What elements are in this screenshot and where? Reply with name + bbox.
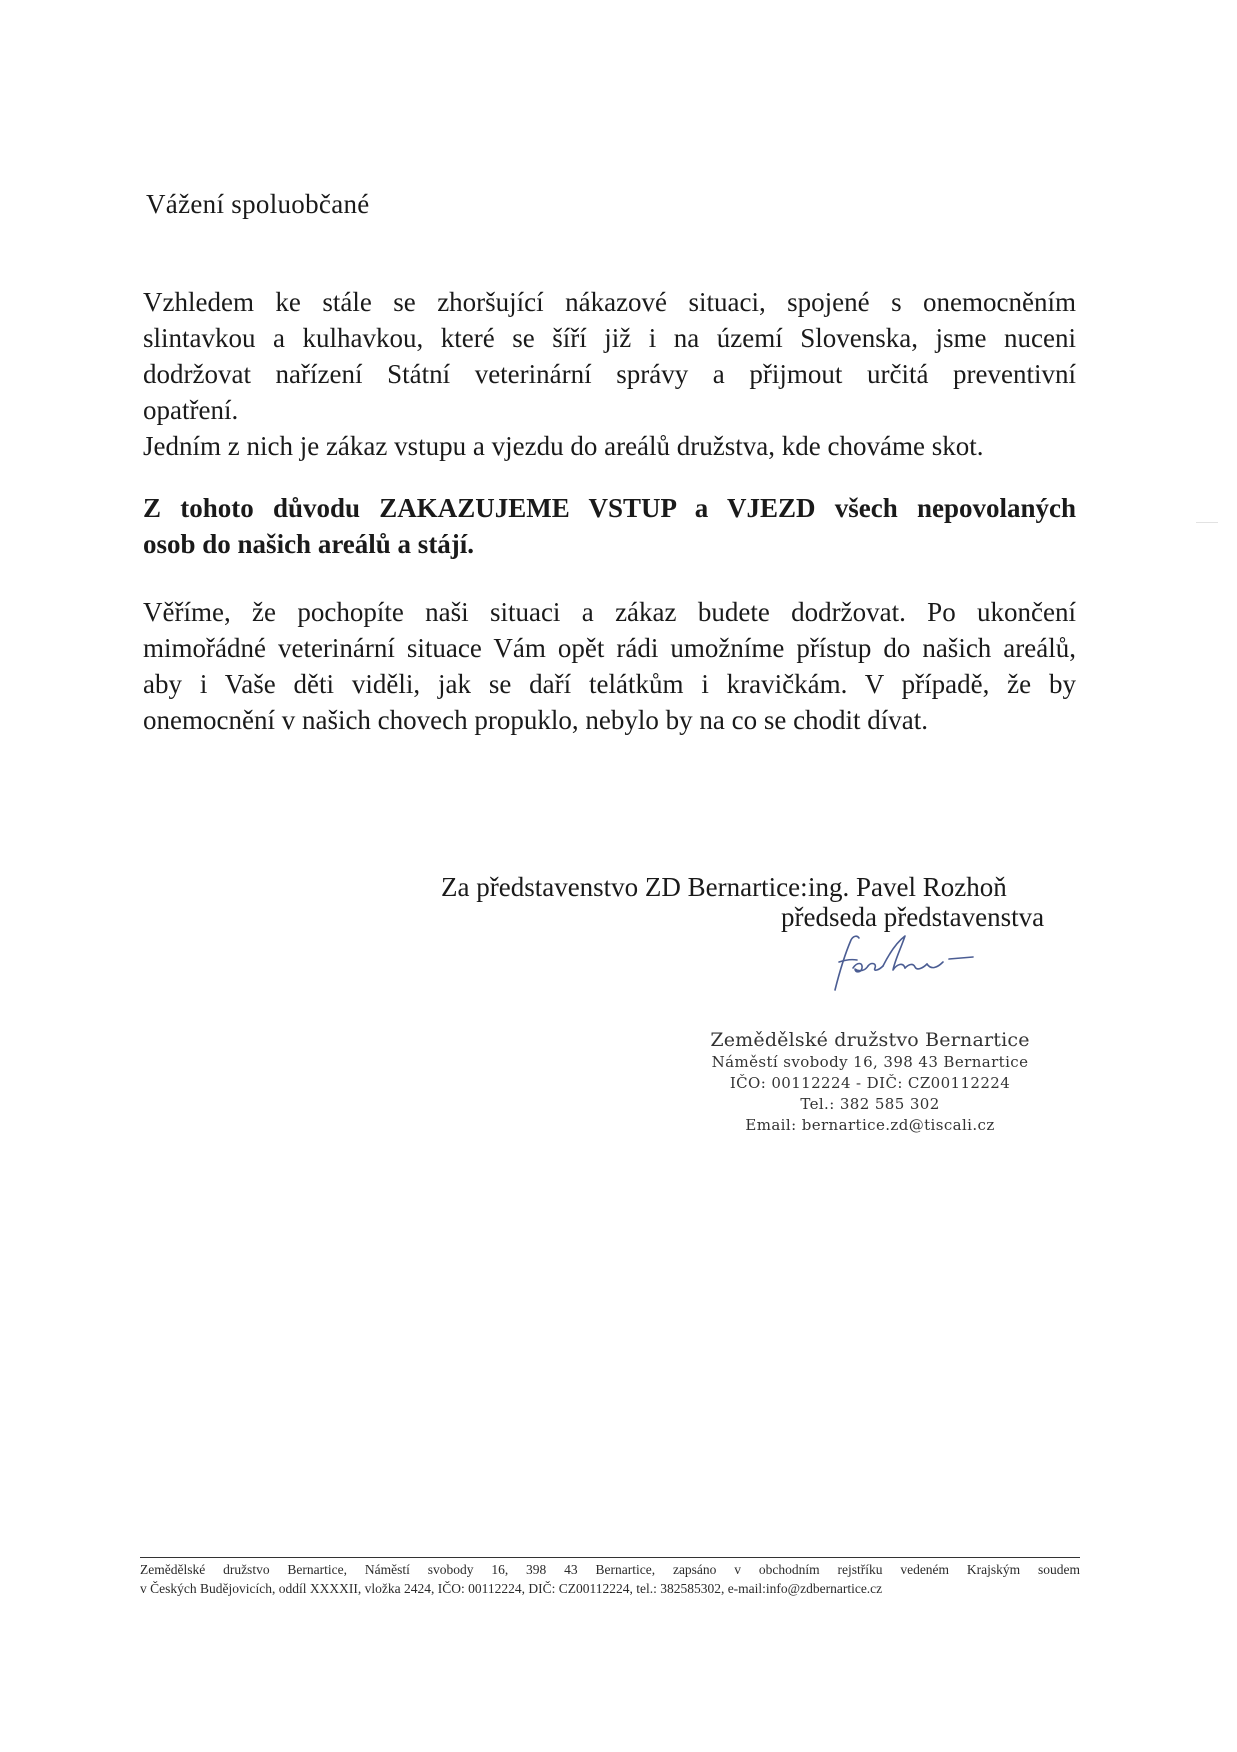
paragraph1-line: Jedním z nich je zákaz vstupu a vjezdu do areálů družstva, kde chováme skot. bbox=[143, 431, 984, 461]
scan-mark bbox=[1196, 522, 1218, 523]
footer-line: v Českých Budějovicích, oddíl XXXXII, vložka 2424, IČO: 00112224, DIČ: CZ00112224, tel.: 382585302, e-mail:info@zdbernartice.cz bbox=[140, 1581, 883, 1596]
paragraph1-line: dodržovat nařízení Státní veterinární správy a přijmout určitá preventivní bbox=[143, 359, 1076, 389]
paragraph3-line: aby i Vaše děti viděli, jak se daří telátkům i kravičkám. V případě, že by bbox=[143, 669, 1076, 699]
paragraph3-line: Věříme, že pochopíte naši situaci a zákaz budete dodržovat. Po ukončení bbox=[143, 597, 1076, 627]
paragraph1-line: opatření. bbox=[143, 395, 239, 425]
paragraph3-line: onemocnění v našich chovech propuklo, nebylo by na co se chodit dívat. bbox=[143, 705, 929, 735]
paragraph1-line: slintavkou a kulhavkou, které se šíří již i na území Slovenska, jsme nuceni bbox=[143, 323, 1076, 353]
stamp-company-name: Zemědělské družstvo Bernartice bbox=[710, 1029, 1030, 1051]
handwritten-signature bbox=[805, 932, 975, 994]
signature-label: Za představenstvo ZD Bernartice: bbox=[441, 872, 808, 902]
footer-divider bbox=[140, 1557, 1080, 1558]
greeting: Vážení spoluobčané bbox=[146, 189, 370, 219]
stamp-phone: Tel.: 382 585 302 bbox=[800, 1095, 940, 1113]
signatory-role: předseda představenstva bbox=[781, 902, 1045, 932]
stamp-ids: IČO: 00112224 - DIČ: CZ00112224 bbox=[729, 1074, 1011, 1092]
prohibition-notice-line: Z tohoto důvodu ZAKAZUJEME VSTUP a VJEZD všech nepovolaných bbox=[143, 493, 1076, 523]
paragraph1-line: Vzhledem ke stále se zhoršující nákazové situaci, spojené s onemocněním bbox=[143, 287, 1076, 317]
stamp-address: Náměstí svobody 16, 398 43 Bernartice bbox=[711, 1053, 1029, 1071]
footer-line: Zemědělské družstvo Bernartice, Náměstí svobody 16, 398 43 Bernartice, zapsáno v obchodním rejstříku vedeném Krajským soudem bbox=[140, 1562, 1080, 1577]
company-stamp bbox=[700, 1028, 1040, 1136]
prohibition-notice-line: osob do našich areálů a stájí. bbox=[143, 529, 475, 559]
signatory-name: ing. Pavel Rozhoň bbox=[808, 872, 1007, 902]
stamp-email: Email: bernartice.zd@tiscali.cz bbox=[745, 1116, 995, 1134]
paragraph3-line: mimořádné veterinární situace Vám opět rádi umožníme přístup do našich areálů, bbox=[143, 633, 1076, 663]
